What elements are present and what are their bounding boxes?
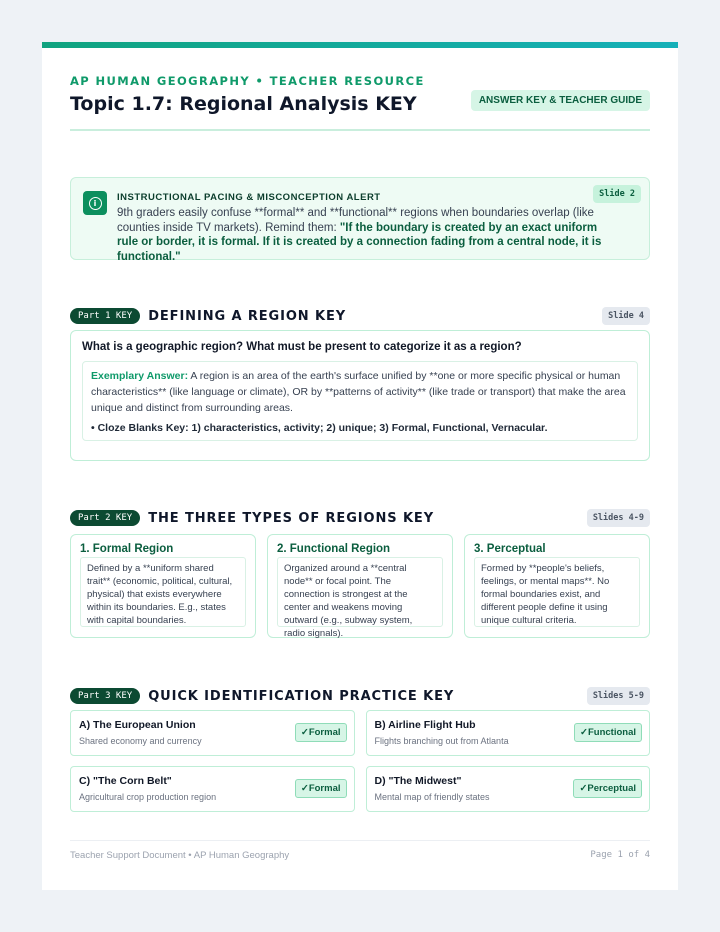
practice-item-title: A) The European Union xyxy=(79,719,196,731)
region-type-text: Organized around a **central node** or focal point. The connection is strongest at the center and weakens moving outward (e.g., subway system, radio signals). xyxy=(277,557,443,627)
alert-title: INSTRUCTIONAL PACING & MISCONCEPTION ALERT xyxy=(117,192,381,203)
answer-chip: ✓Formal xyxy=(295,779,347,798)
answer-chip: ✓Perceptual xyxy=(573,779,642,798)
practice-item-title: C) "The Corn Belt" xyxy=(79,775,172,787)
region-type-text: Formed by **people's beliefs, feelings, or mental maps**. No formal boundaries exist, and different people define it using unique cultural criteria. xyxy=(474,557,640,627)
practice-item-title: B) Airline Flight Hub xyxy=(374,719,476,731)
region-type-title: 1. Formal Region xyxy=(80,543,174,555)
alert-emphasis: "If the boundary is created by an exact uniform rule or border, it is formal. If it is created by a connection fading from a central node, it is functional." xyxy=(117,221,602,263)
answer-chip: ✓Functional xyxy=(574,723,642,742)
slide-tag: Slides 4-9 xyxy=(587,509,650,527)
region-type-card xyxy=(267,534,453,638)
region-definition-card xyxy=(70,330,650,461)
practice-item xyxy=(70,710,355,756)
part-pill: Part 2 KEY xyxy=(70,510,140,526)
slide-tag: Slide 2 xyxy=(593,185,641,203)
page-title: Topic 1.7: Regional Analysis KEY xyxy=(70,93,417,115)
part3-header xyxy=(70,687,650,705)
question: What is a geographic region? What must be present to categorize it as a region? xyxy=(82,341,522,353)
region-type-card xyxy=(464,534,650,638)
answer-key-badge: ANSWER KEY & TEACHER GUIDE xyxy=(471,90,650,111)
section-title: QUICK IDENTIFICATION PRACTICE KEY xyxy=(148,688,455,704)
practice-item xyxy=(366,710,651,756)
document-page xyxy=(42,42,678,890)
practice-item xyxy=(366,766,651,812)
page-number: Page 1 of 4 xyxy=(590,850,650,860)
practice-item-description: Flights branching out from Atlanta xyxy=(374,736,509,746)
misconception-alert xyxy=(70,177,650,263)
practice-item-description: Mental map of friendly states xyxy=(374,792,490,802)
section-title: THE THREE TYPES OF REGIONS KEY xyxy=(148,510,435,526)
footer xyxy=(70,840,650,861)
region-type-title: 3. Perceptual xyxy=(474,543,546,555)
eyebrow: AP HUMAN GEOGRAPHY • TEACHER RESOURCE xyxy=(70,74,425,88)
footer-text: Teacher Support Document • AP Human Geography xyxy=(70,850,290,861)
alert-text: 9th graders easily confuse **formal** and **functional** regions when boundaries overlap (like counties inside TV markets). Remind them: "If the boundary is created by an exact uniform rule or border, it is formal. If it is created by a connection fading from a central node, it is functional." xyxy=(117,207,602,263)
part-pill: Part 1 KEY xyxy=(70,308,140,324)
part-pill: Part 3 KEY xyxy=(70,688,140,704)
exemplary-answer: Exemplary Answer: A region is an area of the earth's surface unified by **one or more specific physical or human characteristics** (like language or climate), OR by **patterns of activity** (like trade or transport) that make the area unique and distinct from surrounding areas. xyxy=(91,370,626,414)
region-type-title: 2. Functional Region xyxy=(277,543,391,555)
practice-item-title: D) "The Midwest" xyxy=(374,775,462,787)
section-title: DEFINING A REGION KEY xyxy=(148,308,347,324)
answer-box xyxy=(82,361,638,441)
info-icon: i xyxy=(83,191,107,215)
region-type-card xyxy=(70,534,256,638)
practice-item-description: Agricultural crop production region xyxy=(79,792,217,802)
region-type-text: Defined by a **uniform shared trait** (economic, political, cultural, physical) that exists everywhere within its boundaries. E.g., states with capital boundaries. xyxy=(80,557,246,627)
slide-tag: Slide 4 xyxy=(602,307,650,325)
header xyxy=(70,48,650,131)
slide-tag: Slides 5-9 xyxy=(587,687,650,705)
answer-chip: ✓Formal xyxy=(295,723,347,742)
practice-item xyxy=(70,766,355,812)
practice-item-description: Shared economy and currency xyxy=(79,736,202,746)
part2-header xyxy=(70,509,650,527)
cloze-key: • Cloze Blanks Key: 1) characteristics, activity; 2) unique; 3) Formal, Functional, Vernacular. xyxy=(91,422,548,434)
part1-header xyxy=(70,307,650,325)
